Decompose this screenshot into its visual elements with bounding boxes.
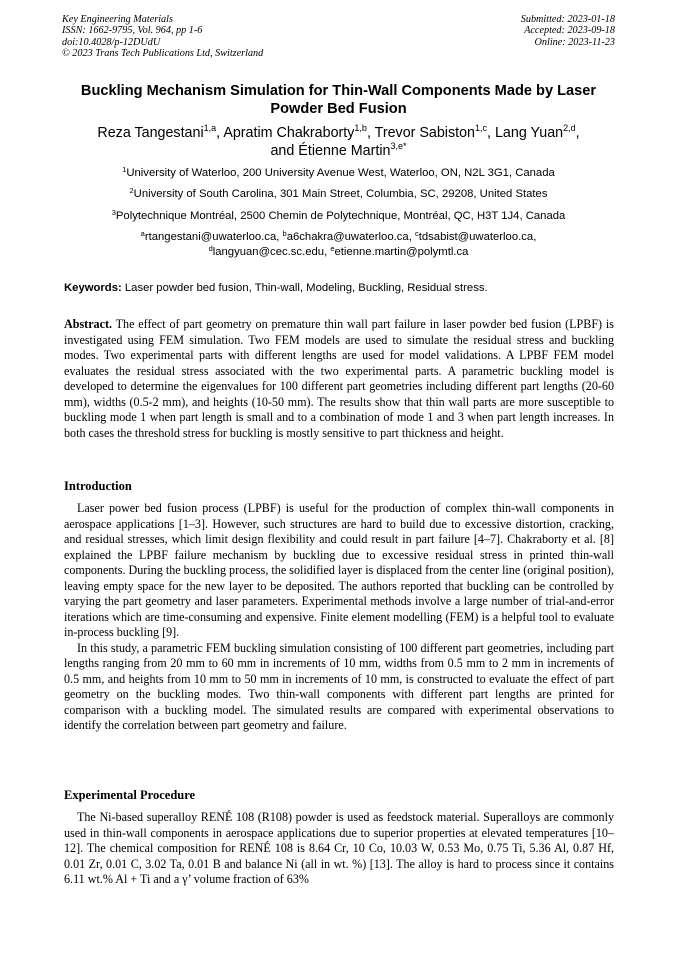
email-link[interactable]: $^c$tdsabist@uwaterloo.ca	[414, 229, 534, 244]
author: Trevor Sabiston$^{1,c}$,	[374, 123, 495, 141]
author-list	[62, 124, 615, 160]
author: Apratim Chakraborty$^{1,b}$,	[223, 123, 375, 141]
email-link[interactable]: $^e$etienne.martin@polymtl.ca	[330, 244, 469, 259]
email-link[interactable]: $^b$a6chakra@uwaterloo.ca	[282, 229, 409, 244]
affiliation: $^1$University of Waterloo, 200 University Avenue West, Waterloo, ON, N2L 3G1, Canada	[122, 165, 555, 179]
email-link[interactable]: $^d$langyuan@cec.sc.edu	[208, 244, 325, 259]
email-list: $^a$rtangestani@uwaterloo.ca, $^b$a6chakra@uwaterloo.ca, $^c$tdsabist@uwaterloo.ca, $^d$langyuan@cec.sc.edu, $^e$etienne.martin@polymtl.ca	[140, 229, 537, 259]
paragraph: Laser power bed fusion process (LPBF) is useful for the production of complex thin-wall components in aerospace applications [1–3]. However, such structures are hard to build due to excessive distortion, cracking, and residual stresses, which limit design flexibility and could result in part failure [4–7]. Chakraborty et al. [8] explained the LPBF failure mechanism by buckling due to excessive residual stress in printed thin-wall components. During the buckling process, the solidified layer is displaced from the center line (original position), leaving empty space for the new layer to be deposited. The authors reported that buckling can be controlled by varying the part geometry and laser parameters. Experimental methods involve a large number of trial-and-error iterations which are time-consuming and expensive. Finite element modelling (FEM) is a helpful tool to evaluate in-process buckling [9].	[64, 501, 614, 639]
paragraph: The Ni-based superalloy RENÉ 108 (R108) powder is used as feedstock material. Superalloys are commonly used in thin-wall components in aerospace applications due to superior properties at elevated temperatures [10–12]. The chemical composition for RENÉ 108 is 8.64 Cr, 10 Co, 10.03 W, 0.53 Mo, 0.75 Ti, 5.36 Al, 0.87 Hf, 0.01 Zr, 0.01 C, 3.02 Ta, 0.01 B and balance Ni (all in wt. %) [13]. The alloy is hard to process since it contains 6.11 wt.% Al + Ti and a γ’ volume fraction of 63%	[64, 810, 614, 886]
email-link[interactable]: $^a$rtangestani@uwaterloo.ca	[140, 229, 277, 244]
author: Lang Yuan$^{2,d}$,	[494, 123, 580, 141]
online-date: Online: 2023-11-23	[534, 36, 615, 48]
introduction-body	[64, 501, 614, 734]
abstract-label: Abstract.	[64, 317, 113, 331]
experimental-body	[64, 810, 614, 888]
affiliation: $^2$University of South Carolina, 301 Main Street, Columbia, SC, 29208, United States	[129, 186, 548, 201]
submitted-date: Submitted: 2023-01-18	[520, 14, 615, 25]
copyright: © 2023 Trans Tech Publications Ltd, Switzerland	[62, 48, 264, 60]
paper-title: Buckling Mechanism Simulation for Thin-Wall Components Made by Laser Powder Bed Fusion	[80, 83, 597, 117]
dates-header	[521, 14, 615, 48]
keywords-text: Laser powder bed fusion, Thin-wall, Modeling, Buckling, Residual stress.	[121, 282, 488, 294]
author: Reza Tangestani$^{1,a}$,	[97, 123, 224, 141]
doi[interactable]: doi:10.4028/p-12DUdU	[62, 36, 161, 48]
abstract-text: The effect of part geometry on premature thin wall part failure in laser powder bed fusion (LPBF) is investigated using FEM simulation. Two FEM models are used to simulate the residual stress and buckling modes. Two experimental parts with different lengths are used for model validations. A LPBF FEM model evaluates the residual stress associated with the two experimental parts. A parametric buckling model is developed to determine the eigenvalues for 100 different part geometries including different part lengths (20-60 mm), widths (0.5-2 mm), and heights (10-50 mm). The results show that thin wall parts are more susceptible to buckling mode 1 when part length is small and to a combination of mode 1 and 3 when part length increases. In both cases the threshold stress for buckling is mostly sensitive to part thickness and height.	[64, 317, 614, 440]
journal-name: Key Engineering Materials	[62, 14, 173, 25]
issn: ISSN: 1662-9795, Vol. 964, pp 1-6	[62, 25, 203, 37]
affiliations	[62, 166, 615, 260]
keywords	[64, 281, 616, 295]
paragraph: In this study, a parametric FEM buckling simulation consisting of 100 different part geometries, including part lengths ranging from 20 mm to 60 mm in increments of 10 mm, widths from 0.5 mm to 2 mm in increments of 0.5 mm, and heights from 10 mm to 50 mm in increments of 10 mm, is constructed to evaluate the effect of part geometry on the buckling modes. Two thin-wall components with different part lengths are printed for comparison with a buckling model. The simulated results are compared with experimental observations to identify the correlation between part geometry and failure.	[64, 640, 614, 732]
author: and Étienne Martin$^{3,e*}$	[270, 141, 407, 159]
affiliation: $^3$Polytechnique Montréal, 2500 Chemin de Polytechnique, Montréal, QC, H3T 1J4, Canada	[111, 207, 566, 222]
keywords-label: Keywords:	[64, 282, 122, 294]
experimental-heading: Experimental Procedure	[64, 788, 196, 802]
journal-header	[62, 14, 263, 60]
introduction-heading: Introduction	[64, 479, 132, 493]
accepted-date: Accepted: 2023-09-18	[524, 25, 615, 37]
abstract	[64, 317, 614, 441]
